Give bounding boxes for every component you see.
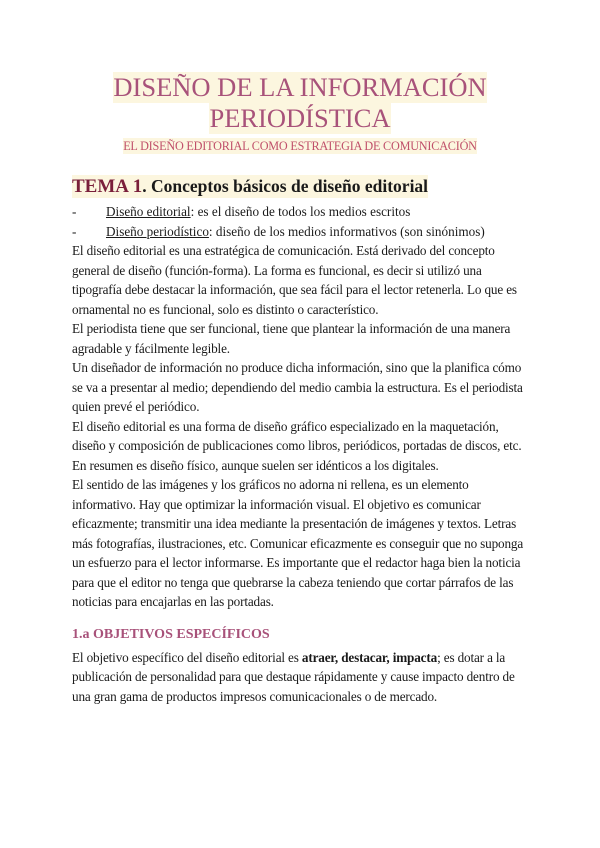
- chapter-heading: [72, 175, 428, 198]
- paragraph: El diseño editorial es una estratégica de comunicación. Está derivado del concepto general de diseño (función-forma). La forma es funcional, es decir si utilizó una tipografía debe destacar la información, que sea fácil para el lector retenerla. Lo que es ornamental no es funcional, solo es distinto o característico.: [72, 243, 517, 317]
- paragraph: El diseño editorial es una forma de diseño gráfico especializado en la maquetación, diseño y composición de publicaciones como libros, periódicos, portadas de discos, etc. En resumen es diseño físico, aunque suelen ser idénticos a los digitales.: [72, 418, 522, 473]
- paragraph: El sentido de las imágenes y los gráficos no adorna ni rellena, es un elemento informativo. Hay que optimizar la información visual. El objetivo es comunicar eficazmente; transmitir una idea mediante la presentación de imágenes y textos. Letras más fotografías, ilustraciones, etc. Comunicar eficazmente es conseguir que no suponga un esfuerzo para el lector informarse. Es importante que el redactor haga bien la noticia para que el editor no tenga que quebrarse la cabeza teniendo que cortar párrafos de las noticias para encajarlas en las portadas.: [72, 477, 524, 609]
- document-title-line-2: PERIODÍSTICA: [209, 103, 391, 133]
- section-paragraph: [72, 648, 528, 707]
- paragraph: El periodista tiene que ser funcional, tiene que plantear la información de una manera agradable y fácilmente legible.: [72, 321, 511, 356]
- list-item: [72, 222, 528, 242]
- section-text-before: El objetivo específico del diseño editorial es: [72, 649, 302, 665]
- bullet-dash: -: [72, 204, 77, 219]
- definition-term: Diseño editorial: [106, 204, 191, 219]
- document-subtitle: EL DISEÑO EDITORIAL COMO ESTRATEGIA DE COMUNICACIÓN: [123, 139, 477, 153]
- chapter-title: . Conceptos básicos de diseño editorial: [142, 176, 429, 196]
- definition-term: Diseño periodístico: [106, 223, 209, 239]
- bullet-dash: -: [72, 223, 77, 239]
- section-text-after: ; es dotar a la publicación de personalidad para que destaque rápidamente y cause impacto dentro de una gran gama de productos impresos comunicacionales o de mercado.: [72, 649, 515, 704]
- definition-text: : diseño de los medios informativos (son sinónimos): [208, 223, 485, 239]
- definition-list: [72, 202, 528, 241]
- section-bold-text: atraer, destacar, impacta: [301, 649, 438, 665]
- definition-text: : es el diseño de todos los medios escritos: [190, 204, 411, 219]
- chapter-number: TEMA 1: [72, 176, 143, 197]
- paragraph: Un diseñador de información no produce dicha información, sino que la planifica cómo se va a presentar al medio; dependiendo del medio cambia la estructura. Es el periodista quien prevé el periódico.: [72, 360, 523, 414]
- title-block: [72, 0, 528, 155]
- list-item: [72, 202, 528, 222]
- section-heading: 1.a OBJETIVOS ESPECÍFICOS: [72, 626, 270, 642]
- document-title-line-1: DISEÑO DE LA INFORMACIÓN: [113, 72, 487, 102]
